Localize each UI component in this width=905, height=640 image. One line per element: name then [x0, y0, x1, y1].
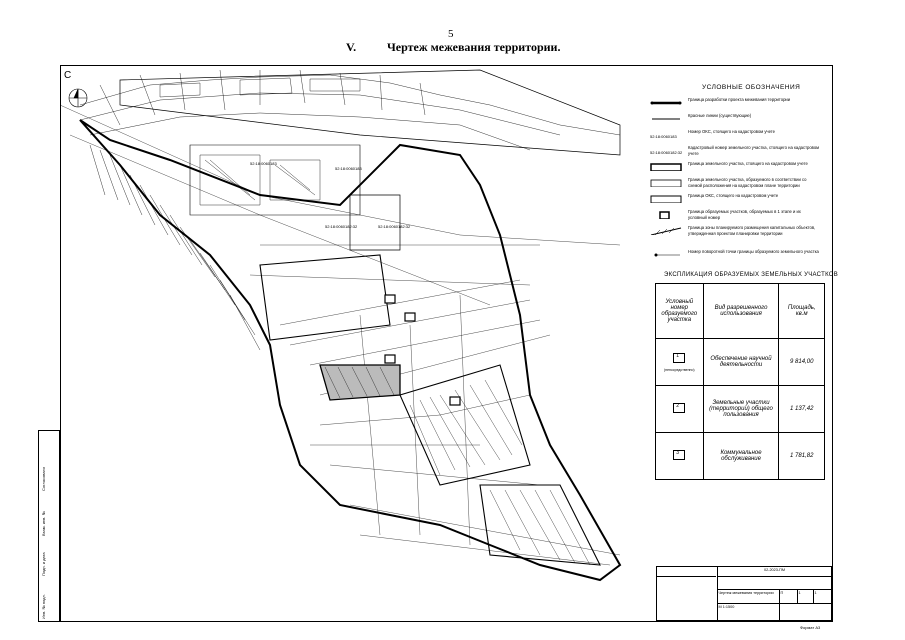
parcel-outlines — [260, 255, 600, 565]
legend-text: Граница разработки проекта межевания территории — [688, 97, 791, 102]
parcel-area: 1 137,42 — [779, 386, 825, 433]
cadastral-label: 52:18:0060183 — [250, 161, 277, 166]
table-row — [656, 339, 825, 386]
new-parcel-icon — [650, 211, 682, 219]
legend-text: Номер ОКС, стоящего на кадастровом учете — [688, 129, 775, 134]
parcel-boundary-icon — [650, 163, 682, 171]
cadastral-label: 52:18:0060182:32 — [325, 224, 358, 229]
explication-header: Вид разрешенного использования — [703, 284, 779, 339]
map-survey-lines — [60, 105, 620, 565]
project-boundary-icon — [650, 99, 682, 107]
scheme-parcel-icon — [650, 179, 682, 187]
legend-text: Граница земельного участка, образуемого в соответствии со схемой расположения на кадастровом плане территории — [688, 177, 807, 188]
survey-map — [60, 65, 650, 620]
parcel-symbol-2 — [405, 313, 415, 321]
title-block — [656, 566, 832, 621]
legend-item — [650, 129, 820, 143]
sheet-title: Чертеж межевания территории — [717, 589, 779, 603]
slope-hatching — [90, 145, 260, 350]
strip-label: Подп. и дата — [41, 552, 46, 576]
permitted-use: Земельные участки (территории) общего пользования — [703, 386, 779, 433]
svg-text:52:18:0060182:32: 52:18:0060182:32 — [650, 150, 682, 155]
strip-label: Взам. инв. № — [41, 511, 46, 536]
planned-zone-icon — [650, 227, 682, 235]
page-number: 5 — [448, 28, 454, 40]
cadastral-label: 52:18:0060183 — [335, 166, 362, 171]
north-label: С — [64, 70, 72, 81]
parcel-area: 1 781,82 — [779, 433, 825, 480]
legend — [650, 84, 820, 265]
legend-text: Граница ОКС, стоящего на кадастровом учете — [688, 193, 779, 198]
table-row — [656, 433, 825, 480]
north-arrow — [69, 89, 87, 107]
turn-point-icon — [650, 251, 682, 259]
project-boundary — [80, 120, 620, 580]
strip-label: Согласовано — [41, 466, 46, 491]
parcel-symbol: 1 — [673, 353, 685, 363]
permitted-use: Обеспечение научной деятельности — [703, 339, 779, 386]
parcel-symbol: 2 — [673, 403, 685, 413]
red-line-icon — [650, 115, 682, 123]
parcel-note: (непосредственно) — [663, 367, 695, 372]
sheet-number: 1 — [797, 589, 813, 603]
section-title-text: Чертеж межевания территории. — [387, 40, 561, 54]
parcel-area: 9 814,00 — [779, 339, 825, 386]
legend-text: Красные линии (существующие) — [688, 113, 752, 118]
cadastral-number-icon — [650, 147, 682, 155]
permitted-use: Коммунальное обслуживание — [703, 433, 779, 480]
legend-item — [650, 145, 820, 159]
legend-item — [650, 209, 820, 223]
cadastral-label: 52:18:0060182:32 — [378, 224, 411, 229]
legend-item — [650, 193, 820, 207]
legend-title: УСЛОВНЫЕ ОБОЗНАЧЕНИЯ — [702, 84, 801, 91]
parcel-symbol: 3 — [673, 450, 685, 460]
parcel-symbol-4 — [450, 397, 460, 405]
document-code: 02-2023-ПМ — [717, 567, 831, 576]
legend-item — [650, 161, 820, 175]
legend-item — [650, 249, 820, 263]
oks-number-icon — [650, 131, 682, 139]
approval-strip — [38, 430, 60, 622]
table-row — [656, 386, 825, 433]
oks-boundary-icon — [650, 195, 682, 203]
explication-header: Условный номер образуемого участка — [656, 284, 704, 339]
sheet-format: Формат А3 — [800, 625, 821, 630]
parcel-symbol-3 — [385, 355, 395, 363]
legend-text: Кадастровый номер земельного участка, стоящего на кадастровом учете — [688, 145, 820, 156]
strip-label: Инв. № подл. — [41, 594, 46, 619]
legend-text: Граница образуемых участков, образуемых в 1 этапе и их условный номер — [688, 209, 801, 220]
svg-text:52:18:0060183: 52:18:0060183 — [650, 134, 677, 139]
stage: П — [779, 589, 797, 603]
parcel-symbol-1 — [385, 295, 395, 303]
legend-text: Номер поворотной точки границы образуемого земельного участка — [688, 249, 819, 254]
legend-text: Граница земельного участка, стоящего на кадастровом учете — [688, 161, 808, 166]
explication-header: Площадь, кв.м — [779, 284, 825, 339]
legend-item — [650, 177, 820, 191]
sheet-count: 1 — [813, 589, 831, 603]
scale: М 1:1500 — [717, 603, 779, 622]
legend-item — [650, 97, 820, 111]
map-urban-hatching — [80, 70, 620, 250]
explication-table — [655, 283, 825, 480]
section-roman: V. — [346, 40, 357, 54]
explication-title: ЭКСПЛИКАЦИЯ ОБРАЗУЕМЫХ ЗЕМЕЛЬНЫХ УЧАСТКОВ — [664, 272, 839, 278]
legend-item — [650, 113, 820, 127]
legend-item — [650, 225, 820, 247]
legend-text: Граница зоны планируемого размещения капитальных объектов, утвержденная проектом планировки территории — [688, 225, 816, 236]
